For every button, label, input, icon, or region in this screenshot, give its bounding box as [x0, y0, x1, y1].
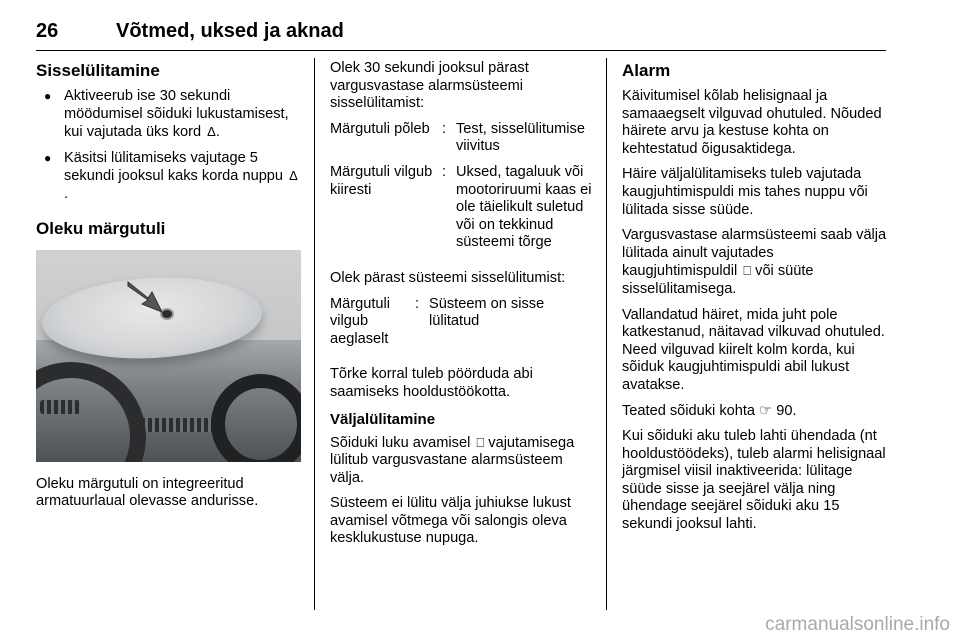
chapter-title: Võtmed, uksed ja aknad: [116, 20, 344, 42]
alarm-text-4: Vallandatud häiret, mida juht pole katkestanud, näitavad vilkuvad ohutuled. Need vilguvad kiirelt kolm korda, kui sõiduk kaugjuhtimispuldi abil lukust avatakse.: [622, 306, 885, 393]
status-intro: Olek 30 sekundi jooksul pärast vargusvastase alarmsüsteemi sisselülitamist:: [330, 60, 529, 112]
lock-icon: Δ: [289, 168, 298, 184]
heading-activation: Sisselülitamine: [36, 61, 160, 80]
table-term: Märgutuli vilgub kiiresti: [330, 163, 433, 198]
table-desc: Uksed, tagaluuk või mootoriruumi kaas ei ole täielikult suletud või on tekkinud süsteemi tõrge: [456, 163, 592, 251]
column-2: [330, 60, 592, 556]
table-desc: Test, sisselülitumise viivitus: [456, 120, 585, 155]
alarm-text-2: Häire väljalülitamiseks tuleb vajutada kaugjuhtimispuldi mis tahes nuppu või lülitada sisse süüde.: [622, 166, 868, 218]
heading-deactivation: Väljalülitamine: [330, 410, 436, 428]
column-divider-1: [314, 58, 315, 610]
activation-list: [36, 88, 301, 204]
deactivation-text-2: Süsteem ei lülitu välja juhiukse lukust avamisel võtmega või salongis oleva kesklukustuse nupuga.: [330, 495, 571, 547]
table-row: Märgutuli põleb : Test, sisselülitumise viivitus: [330, 121, 592, 164]
heading-indicator: Oleku märgutuli: [36, 218, 166, 238]
watermark: carmanualsonline.info: [765, 614, 950, 635]
column-1: [36, 60, 301, 511]
table-desc: Süsteem on sisse lülitatud: [429, 295, 545, 330]
status-table-1: [330, 121, 592, 260]
table-row: Märgutuli vilgub kiiresti : Uksed, tagaluuk või mootoriruumi kaas ei ole täielikult suletud või on tekkinud süsteemi tõrge: [330, 164, 592, 260]
page-number: 26: [36, 20, 59, 42]
list-item: ● Käsitsi lülitamiseks vajutage 5 sekundi jooksul kaks korda nuppu Δ.: [36, 150, 301, 204]
alarm-text-5: Teated sõiduki kohta ☞ 90.: [622, 402, 797, 419]
alarm-text-6: Kui sõiduki aku tuleb lahti ühendada (nt hooldustöödeks), tuleb alarmi helisignaal järgmisel viisil inaktiveerida: lülitage süüde sisse ja seejärel välja ning ühendage seejärel sõiduki aku 15 sekundi jooksul lahti.: [622, 428, 886, 533]
table-row: Märgutuli vilgub aeglaselt : Süsteem on sisse lülitatud: [330, 296, 592, 357]
lock-icon: Δ: [207, 124, 216, 140]
unlock-icon: ⎕: [476, 434, 485, 450]
table-term: Märgutuli vilgub aeglaselt: [330, 295, 391, 347]
fault-text: Tõrke korral tuleb pöörduda abi saamiseks hooldustöökotta.: [330, 366, 533, 400]
figure-caption: Oleku märgutuli on integreeritud armatuurlaual olevasse andurisse.: [36, 475, 259, 510]
heading-alarm: Alarm: [622, 61, 671, 80]
column-3: [622, 60, 890, 542]
alarm-text-3: Vargusvastase alarmsüsteemi saab välja lülitada ainult vajutades kaugjuhtimispuldil ⎕ või süüte sisselülitamisega.: [622, 227, 887, 297]
list-item: ● Aktiveerub ise 30 sekundi möödumisel sõiduki lukustamisest, kui vajutada üks kord Δ.: [36, 88, 301, 142]
status-after-intro: Olek pärast süsteemi sisselülitumist:: [330, 269, 566, 286]
dashboard-illustration: [36, 250, 301, 462]
air-vent: [134, 418, 214, 432]
status-table-2: [330, 296, 592, 357]
deactivation-text-1: Sõiduki luku avamisel ⎕ vajutamisega lülitub vargusvastane alarmsüsteem välja.: [330, 434, 575, 486]
table-term: Märgutuli põleb: [330, 120, 430, 137]
page-header: [36, 18, 886, 51]
alarm-text-1: Käivitumisel kõlab helisignaal ja samaaegselt vilguvad ohutuled. Nõuded häirete arvu ja kestuse kohta on kehtestatud õigusaktidega.: [622, 88, 882, 157]
pointer-arrow-icon: [126, 278, 166, 318]
column-divider-2: [606, 58, 607, 610]
unlock-icon: ⎕: [743, 263, 752, 279]
